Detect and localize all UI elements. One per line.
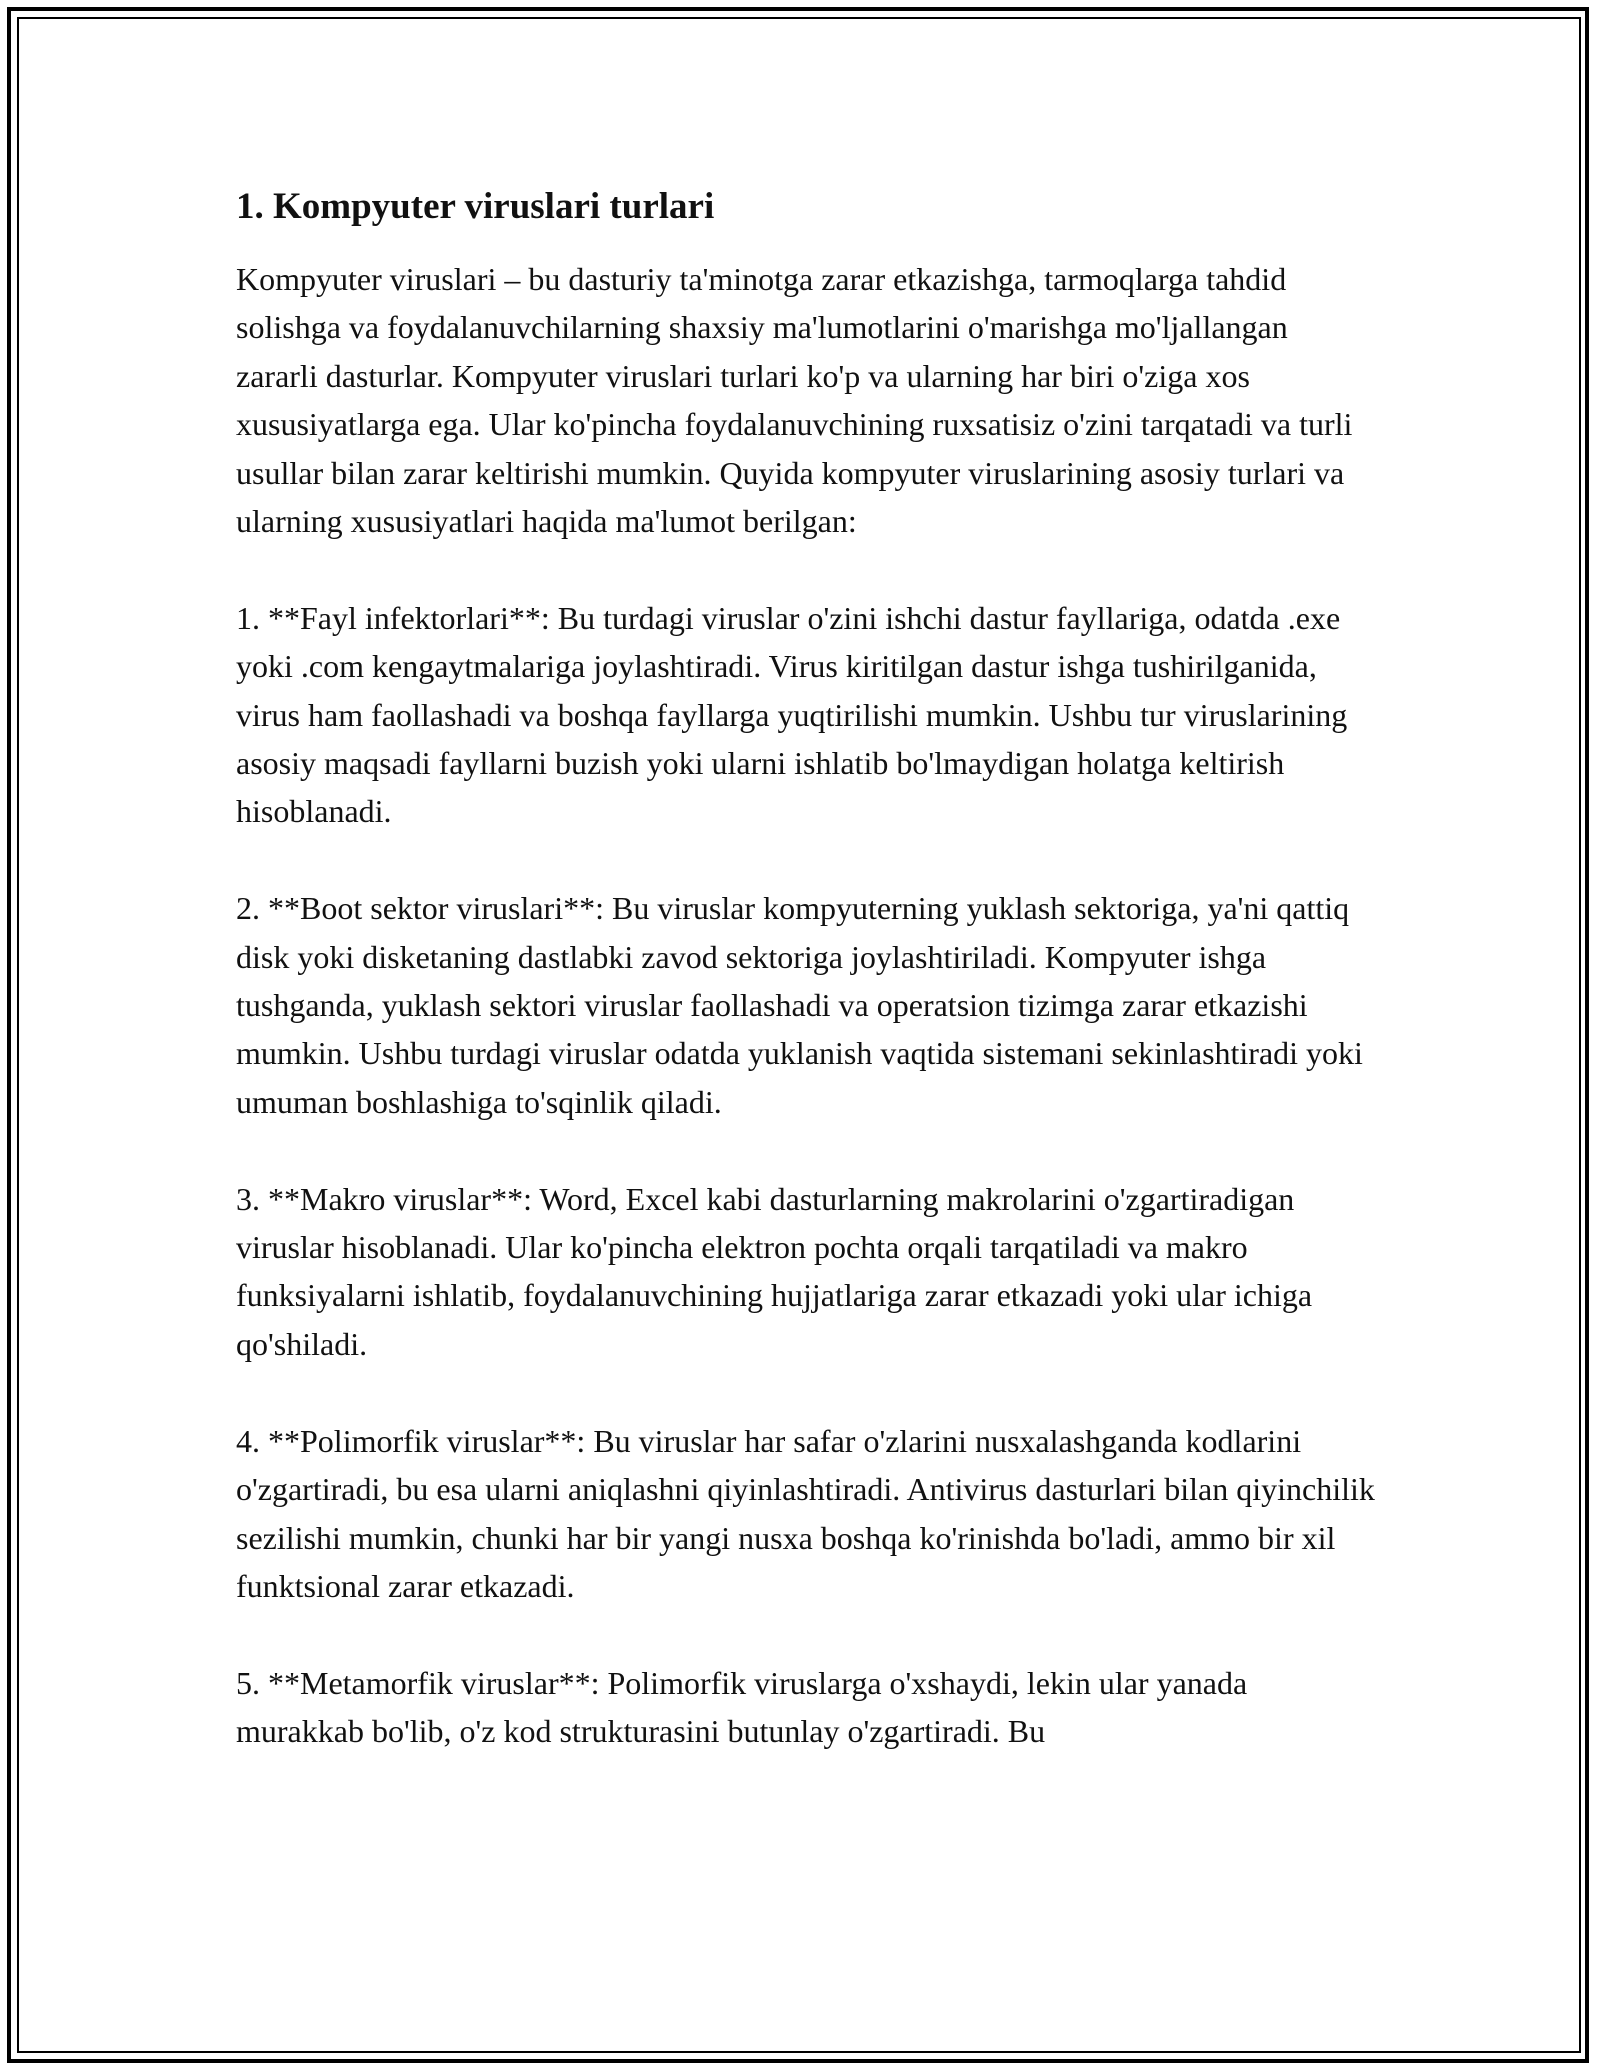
paragraph-polymorphic-viruses: 4. **Polimorfik viruslar**: Bu viruslar har safar o'zlarini nusxalashganda kodlarini o'zgartiradi, bu esa ularni aniqlashni qiyinlashtiradi. Antivirus dasturlari bilan qiyinchilik sezilishi mumkin, chunki har bir yangi nusxa boshqa ko'rinishda bo'ladi, ammo bir xil funktsional zarar etkazadi.: [236, 1422, 1375, 1604]
document-body: [236, 183, 1376, 1804]
paragraph-boot-sector-viruses: 2. **Boot sektor viruslari**: Bu viruslar kompyuterning yuklash sektoriga, ya'ni qattiq disk yoki disketaning dastlabki zavod sektoriga joylashtiriladi. Kompyuter ishga tushganda, yuklash sektori viruslar faollashadi va operatsion tizimga zarar etkazishi mumkin. Ushbu turdagi viruslar odatda yuklanish vaqtida sistemani sekinlashtiradi yoki umuman boshlashiga to'sqinlik qiladi.: [236, 890, 1363, 1120]
intro-paragraph: Kompyuter viruslari – bu dasturiy ta'minotga zarar etkazishga, tarmoqlarga tahdid solishga va foydalanuvchilarning shaxsiy ma'lumotlarini o'marishga mo'ljallangan zararli dasturlar. Kompyuter viruslari turlari ko'p va ularning har biri o'ziga xos xususiyatlarga ega. Ular ko'pincha foydalanuvchining ruxsatisiz o'zini tarqatadi va turli usullar bilan zarar keltirishi mumkin. Quyida kompyuter viruslarining asosiy turlari va ularning xususiyatlari haqida ma'lumot berilgan:: [236, 261, 1353, 540]
paragraph-macro-viruses: 3. **Makro viruslar**: Word, Excel kabi dasturlarning makrolarini o'zgartiradigan viruslar hisoblanadi. Ular ko'pincha elektron pochta orqali tarqatiladi va makro funksiyalarni ishlatib, foydalanuvchining hujjatlariga zarar etkazadi yoki ular ichiga qo'shiladi.: [236, 1180, 1313, 1362]
paragraph-file-infectors: 1. **Fayl infektorlari**: Bu turdagi viruslar o'zini ishchi dastur fayllariga, odatda .exe yoki .com kengaytmalariga joylashtiradi. Virus kiritilgan dastur ishga tushirilganida, virus ham faollashadi va boshqa fayllarga yuqtirilishi mumkin. Ushbu tur viruslarining asosiy maqsadi fayllarni buzish yoki ularni ishlatib bo'lmaydigan holatga keltirish hisoblanadi.: [236, 599, 1348, 830]
section-heading: 1. Kompyuter viruslari turlari: [236, 186, 715, 227]
paragraph-metamorphic-viruses: 5. **Metamorfik viruslar**: Polimorfik viruslarga o'xshaydi, lekin ular yanada murakkab bo'lib, o'z kod strukturasini butunlay o'zgartiradi. Bu: [236, 1664, 1248, 1750]
